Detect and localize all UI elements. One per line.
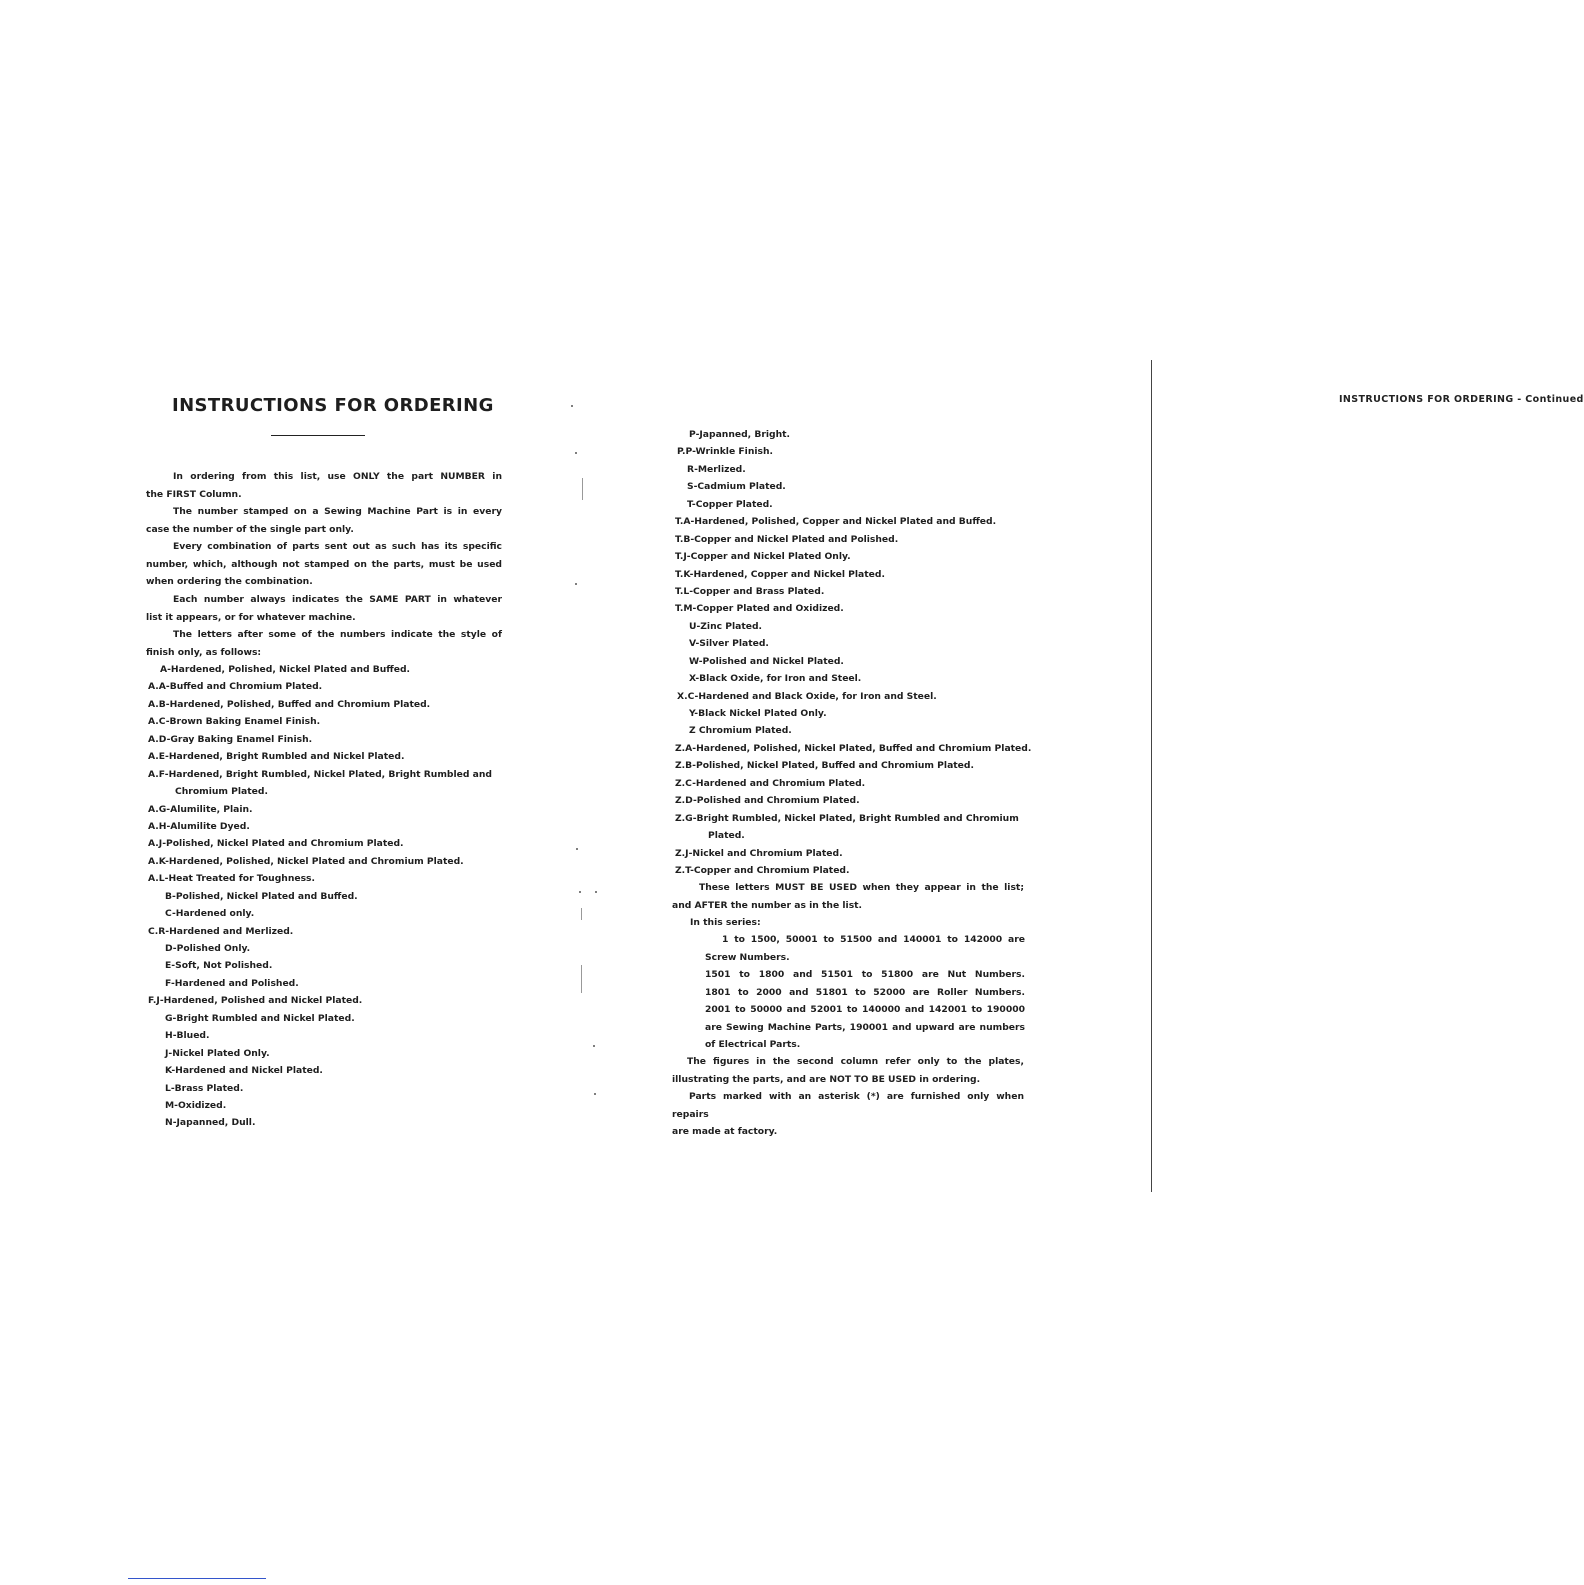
finish-item: K-Hardened and Nickel Plated. [165,1065,323,1077]
finish-item: T.L-Copper and Brass Plated. [675,585,825,597]
finish-item: Z.C-Hardened and Chromium Plated. [675,777,866,789]
finish-item: C.R-Hardened and Merlized. [148,925,294,937]
paragraph-line: when ordering the combination. [146,576,313,587]
gutter-speck [595,891,597,893]
finish-item: A.E-Hardened, Bright Rumbled and Nickel Plated. [148,751,405,763]
paragraph-line: The figures in the second column refer only to the plates, [687,1056,1024,1067]
paragraph-1 [146,468,502,503]
finish-item: X.C-Hardened and Black Oxide, for Iron and Steel. [677,690,937,702]
finish-item: A.H-Alumilite Dyed. [148,820,250,832]
finish-item: U-Zinc Plated. [689,620,763,632]
paragraph-4 [146,591,502,626]
finish-item: A.J-Polished, Nickel Plated and Chromium Plated. [148,838,404,850]
finish-item: Plated. [708,830,745,842]
finish-item: N-Japanned, Dull. [165,1117,256,1129]
paragraph-line: and AFTER the number as in the list. [672,899,863,911]
finish-item: L-Brass Plated. [165,1082,244,1094]
finish-item: A.D-Gray Baking Enamel Finish. [148,733,313,745]
paragraph-line: In ordering from this list, use ONLY the part NUMBER in [173,471,502,482]
gutter-speck [575,583,577,585]
series-line: 1801 to 2000 and 51801 to 52000 are Roller Numbers. [705,986,1025,998]
series-list [705,931,1025,1054]
page-edge-line [1151,360,1152,1192]
paragraph-line: The number stamped on a Sewing Machine Part is in every [173,506,502,517]
finish-item: T.M-Copper Plated and Oxidized. [675,603,844,615]
finish-item: H-Blued. [165,1030,210,1042]
finish-item: Z.D-Polished and Chromium Plated. [675,795,860,807]
series-line: of Electrical Parts. [705,1039,801,1050]
finish-item: P-Japanned, Bright. [689,429,791,440]
paragraph-line: list it appears, or for whatever machine. [146,611,356,623]
finish-item: C-Hardened only. [165,908,255,920]
finish-item: E-Soft, Not Polished. [165,960,273,972]
finish-item: T.A-Hardened, Polished, Copper and Nickel Plated and Buffed. [675,516,997,528]
continued-title: INSTRUCTIONS FOR ORDERING - Continued [1339,394,1584,405]
finish-item: T-Copper Plated. [687,498,773,510]
finish-item: X-Black Oxide, for Iron and Steel. [689,673,862,685]
gutter-speck [594,1093,596,1095]
paragraph-line: are made at factory. [672,1126,778,1137]
finish-item: A.C-Brown Baking Enamel Finish. [148,716,321,728]
title-underline [271,435,365,436]
finish-item: T.K-Hardened, Copper and Nickel Plated. [675,568,885,580]
paragraph-line: Parts marked with an asterisk (*) are furnished only when repairs [672,1091,1024,1120]
gutter-speck [571,405,573,407]
finish-item: D-Polished Only. [165,943,251,954]
finish-item: Y-Black Nickel Plated Only. [689,708,827,719]
finish-item: A.A-Buffed and Chromium Plated. [148,681,323,693]
gutter-speck [593,1045,595,1047]
finish-item: V-Silver Plated. [689,638,769,650]
finish-item: Z.A-Hardened, Polished, Nickel Plated, Buffed and Chromium Plated. [675,742,1032,754]
finish-item: P.P-Wrinkle Finish. [677,446,774,458]
finish-list-right [675,426,1035,879]
finish-item: Z.J-Nickel and Chromium Plated. [675,847,843,859]
paragraph-5 [146,626,502,661]
left-page [0,0,570,1585]
page-title: INSTRUCTIONS FOR ORDERING [172,395,494,416]
gutter-line [581,908,582,920]
paragraph-line: These letters MUST BE USED when they appear in the list; [699,882,1024,893]
figures-note [672,1053,1024,1088]
finish-item: Chromium Plated. [175,786,268,798]
finish-item: T.B-Copper and Nickel Plated and Polished. [675,533,899,545]
paragraph-line: Every combination of parts sent out as such has its specific [173,541,502,552]
finish-list-left [148,661,508,1132]
series-line: 1 to 1500, 50001 to 51500 and 140001 to 142000 are [722,934,1025,945]
finish-item: J-Nickel Plated Only. [165,1047,270,1059]
finish-item: A.L-Heat Treated for Toughness. [148,873,316,885]
finish-item: W-Polished and Nickel Plated. [689,655,844,667]
finish-item: A.K-Hardened, Polished, Nickel Plated and Chromium Plated. [148,855,464,867]
series-line: 2001 to 50000 and 52001 to 140000 and 142001 to 190000 [705,1004,1025,1015]
bottom-link-rule [128,1578,266,1579]
finish-item: R-Merlized. [687,463,746,475]
paragraph-line: the FIRST Column. [146,488,242,500]
asterisk-note [672,1088,1024,1141]
finish-item: G-Bright Rumbled and Nickel Plated. [165,1012,355,1024]
finish-item: A.B-Hardened, Polished, Buffed and Chromium Plated. [148,698,431,710]
finish-item: Z Chromium Plated. [689,725,792,737]
series-line: Screw Numbers. [705,951,790,963]
series-line: 1501 to 1800 and 51501 to 51800 are Nut Numbers. [705,969,1025,980]
gutter-speck [575,452,577,454]
paragraph-line: case the number of the single part only. [146,523,354,535]
paragraph-2 [146,503,502,538]
finish-item: T.J-Copper and Nickel Plated Only. [675,551,851,563]
finish-item: A.G-Alumilite, Plain. [148,803,253,815]
paragraph-line: number, which, although not stamped on the parts, must be used [146,558,502,570]
paragraph-line: The letters after some of the numbers indicate the style of [173,629,502,640]
must-use-note [672,879,1024,914]
finish-item: F.J-Hardened, Polished and Nickel Plated. [148,995,363,1007]
paragraph-line: illustrating the parts, and are NOT TO BE USED in ordering. [672,1073,981,1085]
gutter-speck [576,848,578,850]
series-line: are Sewing Machine Parts, 190001 and upward are numbers [705,1021,1025,1033]
paragraph-3 [146,538,502,591]
gutter-line [582,478,583,500]
finish-item: A.F-Hardened, Bright Rumbled, Nickel Plated, Bright Rumbled and [148,768,492,780]
gutter-speck [579,891,581,893]
finish-item: Z.B-Polished, Nickel Plated, Buffed and Chromium Plated. [675,760,974,772]
paragraph-line: Each number always indicates the SAME PART in whatever [173,594,502,605]
finish-item: F-Hardened and Polished. [165,977,299,989]
finish-item: B-Polished, Nickel Plated and Buffed. [165,890,358,902]
finish-item: A-Hardened, Polished, Nickel Plated and Buffed. [160,664,411,675]
gutter-line [581,965,582,993]
series-intro: In this series: [690,917,761,928]
finish-item: S-Cadmium Plated. [687,481,786,493]
finish-item: M-Oxidized. [165,1099,227,1111]
finish-item: Z.G-Bright Rumbled, Nickel Plated, Bright Rumbled and Chromium [675,812,1019,824]
paragraph-line: finish only, as follows: [146,646,262,658]
finish-item: Z.T-Copper and Chromium Plated. [675,864,850,876]
